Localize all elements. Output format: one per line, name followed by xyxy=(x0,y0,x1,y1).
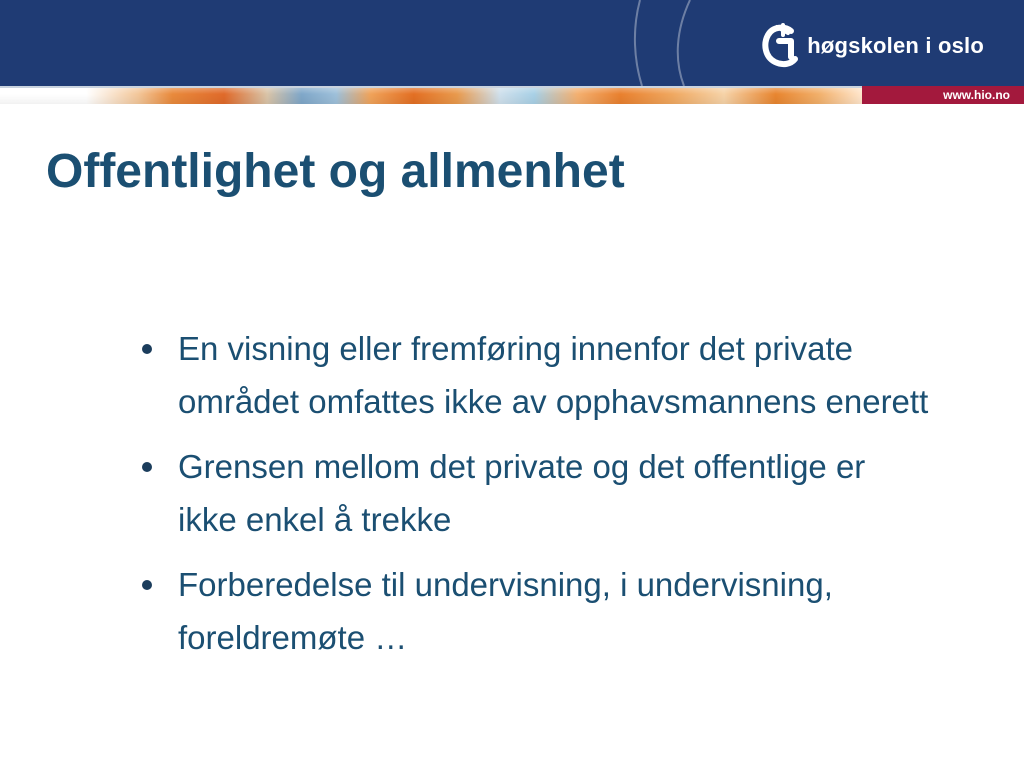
header-stripe xyxy=(0,86,1024,104)
bullet-text: Forberedelse til undervisning, i undervisning, foreldremøte … xyxy=(178,566,833,656)
list-item xyxy=(140,322,930,428)
slide-title: Offentlighet og allmenhet xyxy=(46,145,625,198)
header-band xyxy=(0,0,1024,86)
list-item xyxy=(140,440,930,546)
bullet-dot-icon xyxy=(142,344,152,354)
logo-text: høgskolen i oslo xyxy=(807,33,984,58)
bullet-dot-icon xyxy=(142,580,152,590)
bullet-text: En visning eller fremføring innenfor det private området omfattes ikke av opphavsmannens enerett xyxy=(178,330,929,420)
color-stripe xyxy=(0,86,862,104)
stripe-divider xyxy=(0,86,862,88)
bullet-text: Grensen mellom det private og det offentlige er ikke enkel å trekke xyxy=(178,448,866,538)
website-url: www.hio.no xyxy=(862,86,1024,104)
bullet-list xyxy=(140,322,930,676)
hio-logo-icon xyxy=(761,23,801,69)
logo xyxy=(761,22,984,70)
bullet-dot-icon xyxy=(142,462,152,472)
list-item xyxy=(140,558,930,664)
